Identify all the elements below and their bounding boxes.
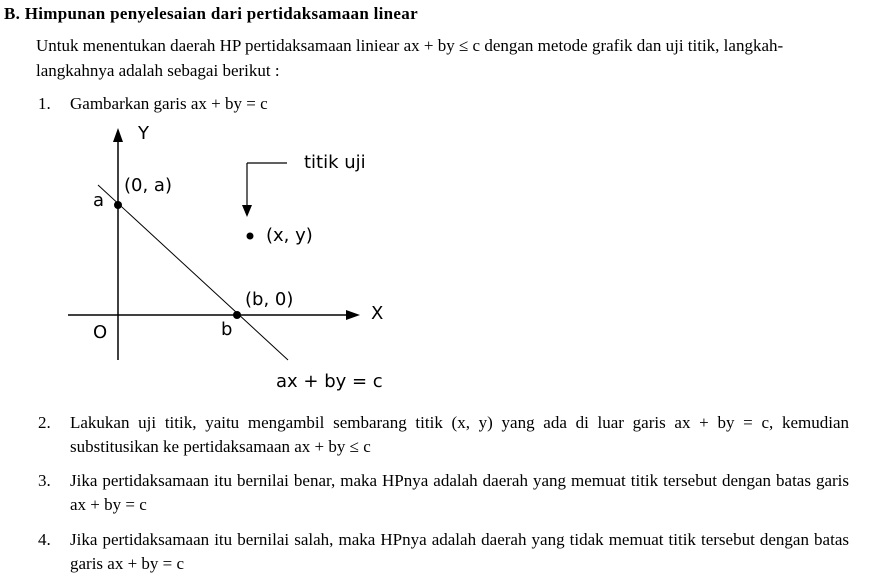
section-heading: B. Himpunan penyelesaian dari pertidaksamaan linear (4, 4, 418, 23)
x-axis-arrow (346, 310, 360, 320)
step-text: Jika pertidaksamaan itu bernilai benar, maka HPnya adalah daerah yang memuat titik tersebut dengan batas garis ax + by = c (70, 471, 849, 514)
step-number: 1. (38, 94, 51, 113)
x-axis-label: X (371, 303, 384, 324)
point-0-a (114, 201, 122, 209)
step-text: Lakukan uji titik, yaitu mengambil sembarang titik (x, y) yang ada di luar garis ax + by = c, kemudian substitusikan ke pertidaksamaan ax + by ≤ c (70, 413, 849, 456)
a-intercept-label: a (93, 190, 105, 211)
origin-label: O (93, 322, 108, 343)
test-point-caption: titik uji (304, 152, 366, 173)
line-equation-label: ax + by = c (276, 371, 383, 392)
step-number: 4. (38, 530, 51, 549)
test-point-label: (x, y) (266, 225, 313, 246)
step-number: 3. (38, 471, 51, 490)
step-number: 2. (38, 413, 51, 432)
pointer-arrow (242, 205, 252, 217)
step-text: Gambarkan garis ax + by = c (70, 94, 268, 113)
step-text: Jika pertidaksamaan itu bernilai salah, maka HPnya adalah daerah yang tidak memuat titik tersebut dengan batas garis ax + by = c (70, 530, 849, 573)
test-point-dot (247, 233, 254, 240)
intro-paragraph: Untuk menentukan daerah HP pertidaksamaan liniear ax + by ≤ c dengan metode grafik dan uji titik, langkah-langkahnya adalah sebagai berikut : (36, 36, 784, 80)
point-0-a-label: (0, a) (124, 175, 172, 196)
y-axis-label: Y (138, 123, 149, 144)
point-b-0-label: (b, 0) (245, 289, 294, 310)
b-intercept-label: b (221, 319, 233, 340)
point-b-0 (233, 311, 241, 319)
y-axis-arrow (113, 128, 123, 142)
line-ax-by-c (98, 185, 288, 360)
